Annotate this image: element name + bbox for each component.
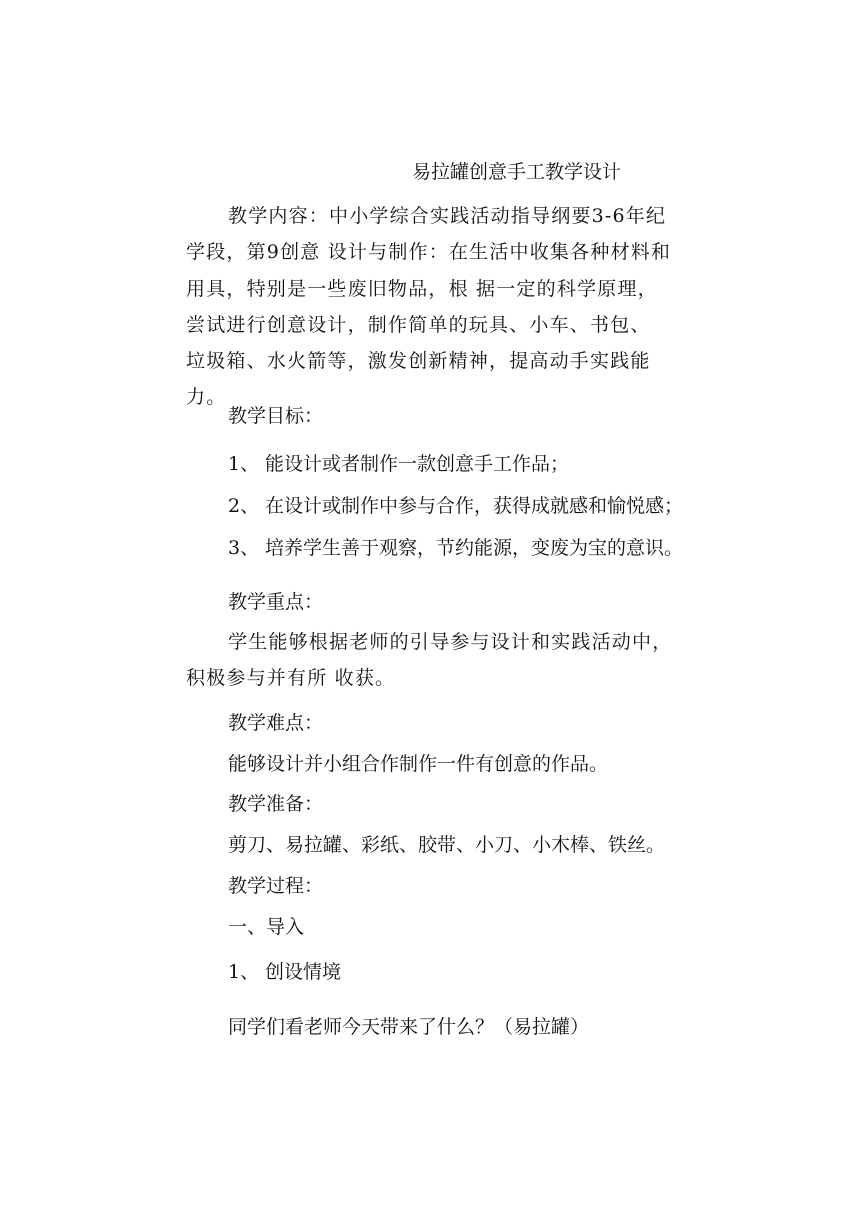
section-heading: 一、导入	[228, 916, 305, 938]
process-heading: 教学过程：	[228, 875, 324, 897]
difficulty-heading: 教学难点：	[228, 712, 324, 734]
question-text: 同学们看老师今天带来了什么？（易拉罐）	[228, 1016, 590, 1038]
preparation-heading: 教学准备：	[228, 793, 324, 815]
teaching-content-text: 教学内容：中小学综合实践活动指导纲要3-6年纪学段，第9创意 设计与制作：在生活中收集各种材料和用具，特别是一些废旧物品，根 据一定的科学原理，尝试进行创意设计，制作简单的玩具、小车、书包、 垃圾箱、水火箭等，激发创新精神，提高动手实践能力。	[186, 205, 672, 409]
difficulty-text: 能够设计并小组合作制作一件有创意的作品。	[228, 753, 609, 775]
goal-text: 在设计或制作中参与合作，获得成就感和愉悦感；	[265, 495, 684, 517]
key-points-paragraph	[186, 624, 678, 697]
goal-number: 3、	[228, 537, 260, 559]
step-item	[228, 960, 341, 984]
goal-text: 培养学生善于观察，节约能源，变废为宝的意识。	[265, 537, 684, 559]
goal-text: 能设计或者制作一款创意手工作品；	[265, 453, 570, 475]
goal-item	[228, 536, 683, 560]
document-title: 易拉罐创意手工教学设计	[412, 161, 622, 183]
step-text: 创设情境	[265, 961, 342, 983]
teaching-content-paragraph	[186, 198, 678, 416]
step-number: 1、	[228, 961, 260, 983]
key-points-text: 学生能够根据老师的引导参与设计和实践活动中，积极参与并有所 收获。	[186, 631, 673, 690]
goal-item	[228, 494, 683, 518]
goal-item	[228, 452, 569, 476]
goal-number: 1、	[228, 453, 260, 475]
goals-heading: 教学目标：	[228, 405, 324, 427]
goal-number: 2、	[228, 495, 260, 517]
preparation-text: 剪刀、易拉罐、彩纸、胶带、小刀、小木棒、铁丝。	[228, 834, 666, 856]
key-points-heading: 教学重点：	[228, 591, 324, 613]
